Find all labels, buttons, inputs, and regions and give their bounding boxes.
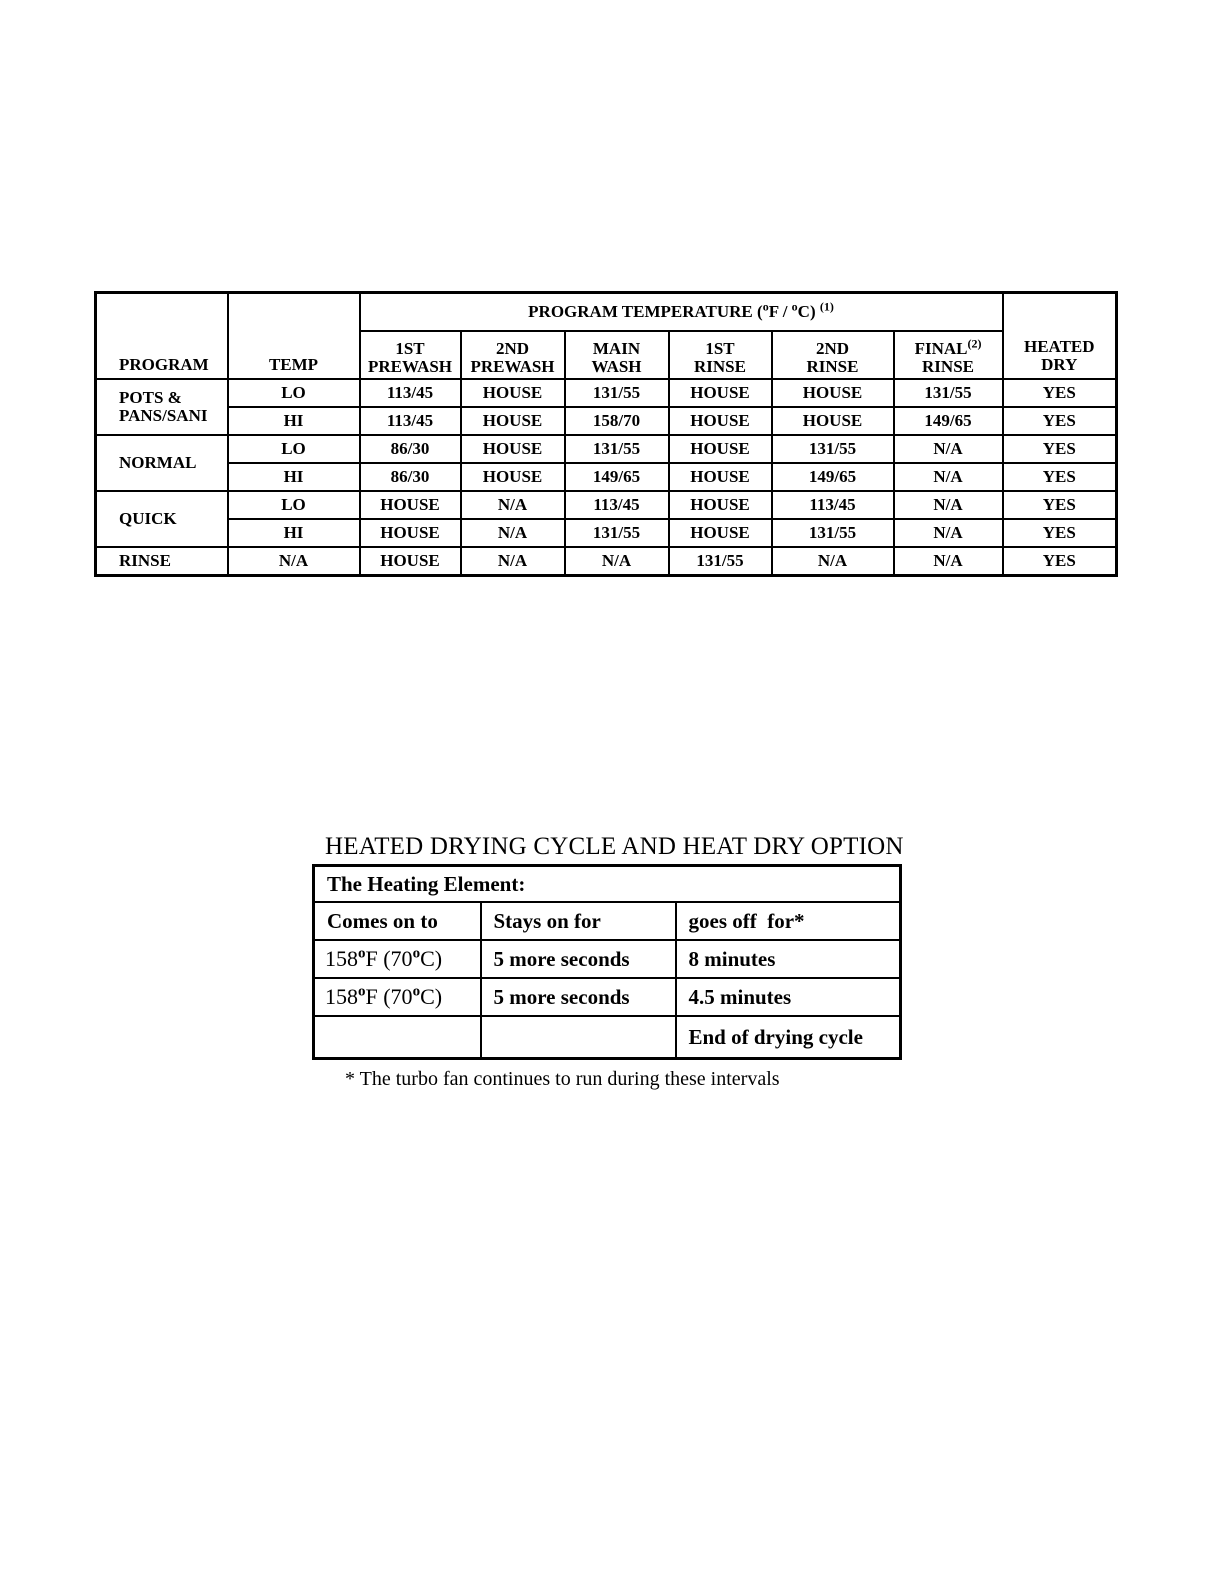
header-temp: TEMP	[228, 293, 360, 380]
cell: N/A	[461, 519, 565, 547]
table-row	[96, 519, 1117, 547]
header-1st-rinse	[669, 331, 772, 379]
cell: 113/45	[360, 407, 461, 435]
cell: N/A	[894, 547, 1003, 576]
final-note: (2)	[967, 336, 982, 351]
cell: HOUSE	[360, 491, 461, 519]
temp-cell: N/A	[228, 547, 360, 576]
degree-icon: o	[412, 945, 421, 962]
temp-unit: C)	[420, 984, 443, 1009]
degree-icon: o	[358, 983, 366, 1000]
cell: N/A	[894, 435, 1003, 463]
group-unit-c: C)	[797, 302, 816, 321]
temp-f: 158	[325, 946, 358, 971]
table-row	[96, 435, 1117, 463]
header-main-wash	[565, 331, 669, 379]
col-line2: WASH	[591, 357, 642, 376]
temp-cell: HI	[228, 519, 360, 547]
temp-c: F (70	[365, 946, 413, 971]
degree-icon: o	[791, 299, 798, 314]
cell: 131/55	[565, 519, 669, 547]
empty-cell	[481, 1016, 676, 1059]
temp-unit: C)	[420, 946, 443, 971]
header-2nd-rinse	[772, 331, 894, 379]
cell: 113/45	[772, 491, 894, 519]
header-program-temperature	[360, 293, 1003, 332]
col-line1: 1ST	[705, 339, 735, 358]
table-row	[96, 547, 1117, 576]
cell: N/A	[894, 519, 1003, 547]
col-line2: RINSE	[806, 357, 859, 376]
cell: N/A	[461, 491, 565, 519]
header-heated-dry	[1003, 293, 1117, 380]
header-final-rinse	[894, 331, 1003, 379]
col-line2: RINSE	[922, 357, 974, 376]
cell: HOUSE	[669, 407, 772, 435]
heated-dry-line1: HEATED	[1024, 337, 1095, 356]
group-note: (1)	[819, 299, 834, 314]
empty-cell	[314, 1016, 481, 1059]
header-program: PROGRAM	[96, 293, 228, 380]
cell: 131/55	[772, 435, 894, 463]
temp-cell: LO	[228, 435, 360, 463]
cell: HOUSE	[669, 435, 772, 463]
table-row	[96, 379, 1117, 407]
temp-cell	[314, 940, 481, 978]
table-row	[96, 491, 1117, 519]
degree-icon: o	[358, 945, 366, 962]
program-temperature-table	[94, 291, 1118, 577]
degree-icon: o	[762, 299, 769, 314]
cell: HOUSE	[360, 547, 461, 576]
cell: HOUSE	[669, 463, 772, 491]
col-line2: PREWASH	[367, 357, 453, 376]
cell: HOUSE	[669, 379, 772, 407]
temp-cell: LO	[228, 491, 360, 519]
cell: 131/55	[565, 379, 669, 407]
group-label: PROGRAM TEMPERATURE (	[528, 302, 763, 321]
program-normal: NORMAL	[96, 435, 228, 491]
heated-dry-line2: DRY	[1041, 355, 1078, 374]
heating-element-heading: The Heating Element:	[314, 866, 901, 903]
heated-drying-table	[312, 864, 902, 1060]
cell: N/A	[772, 547, 894, 576]
footnote: * The turbo fan continues to run during these intervals	[345, 1068, 780, 1090]
cell: HOUSE	[772, 379, 894, 407]
col-line1: MAIN	[592, 339, 641, 358]
cell: HOUSE	[360, 519, 461, 547]
program-pots-pans: POTS & PANS/SANI	[96, 379, 228, 435]
cell: 149/65	[772, 463, 894, 491]
cell: HOUSE	[669, 491, 772, 519]
cell: N/A	[461, 547, 565, 576]
stays-cell: 5 more seconds	[481, 978, 676, 1016]
temp-f: 158	[325, 984, 358, 1009]
table-row	[96, 463, 1117, 491]
off-cell: 4.5 minutes	[676, 978, 901, 1016]
cell: 131/55	[565, 435, 669, 463]
header-1st-prewash	[360, 331, 461, 379]
cell: HOUSE	[669, 519, 772, 547]
cell: 131/55	[894, 379, 1003, 407]
program-rinse: RINSE	[96, 547, 228, 576]
cell: 86/30	[360, 463, 461, 491]
table-row	[314, 978, 901, 1016]
stays-cell: 5 more seconds	[481, 940, 676, 978]
cell: 113/45	[565, 491, 669, 519]
col-stays-on-for: Stays on for	[481, 902, 676, 940]
table-row	[314, 940, 901, 978]
degree-icon: o	[412, 983, 421, 1000]
temp-cell: HI	[228, 407, 360, 435]
col-line2: RINSE	[694, 357, 746, 376]
table-row	[96, 407, 1117, 435]
cell: YES	[1003, 463, 1117, 491]
cell: YES	[1003, 491, 1117, 519]
cell: 113/45	[360, 379, 461, 407]
temp-cell	[314, 978, 481, 1016]
col-goes-off-for: goes off for*	[676, 902, 901, 940]
temp-cell: LO	[228, 379, 360, 407]
col-line1: 2ND	[815, 339, 850, 358]
cell: YES	[1003, 379, 1117, 407]
temp-c: F (70	[365, 984, 413, 1009]
off-cell: 8 minutes	[676, 940, 901, 978]
table-row	[314, 1016, 901, 1059]
cell: HOUSE	[461, 379, 565, 407]
cell: HOUSE	[772, 407, 894, 435]
cell: YES	[1003, 547, 1117, 576]
cell: HOUSE	[461, 407, 565, 435]
cell: 158/70	[565, 407, 669, 435]
cell: HOUSE	[461, 435, 565, 463]
drying-title: HEATED DRYING CYCLE AND HEAT DRY OPTION	[325, 833, 904, 860]
cell: YES	[1003, 407, 1117, 435]
cell: 86/30	[360, 435, 461, 463]
header-2nd-prewash	[461, 331, 565, 379]
cell: YES	[1003, 435, 1117, 463]
end-of-cycle-cell: End of drying cycle	[676, 1016, 901, 1059]
cell: 131/55	[772, 519, 894, 547]
cell: N/A	[894, 491, 1003, 519]
temp-cell: HI	[228, 463, 360, 491]
col-comes-on-to: Comes on to	[314, 902, 481, 940]
col-line1: 2ND	[495, 339, 530, 358]
cell: YES	[1003, 519, 1117, 547]
cell: 149/65	[565, 463, 669, 491]
cell: HOUSE	[461, 463, 565, 491]
group-unit-f: F /	[768, 302, 788, 321]
col-line1: FINAL	[914, 339, 968, 358]
cell: 131/55	[669, 547, 772, 576]
program-quick: QUICK	[96, 491, 228, 547]
cell: 149/65	[894, 407, 1003, 435]
cell: N/A	[894, 463, 1003, 491]
cell: N/A	[565, 547, 669, 576]
col-line1: 1ST	[395, 339, 425, 358]
col-line2: PREWASH	[470, 357, 555, 376]
